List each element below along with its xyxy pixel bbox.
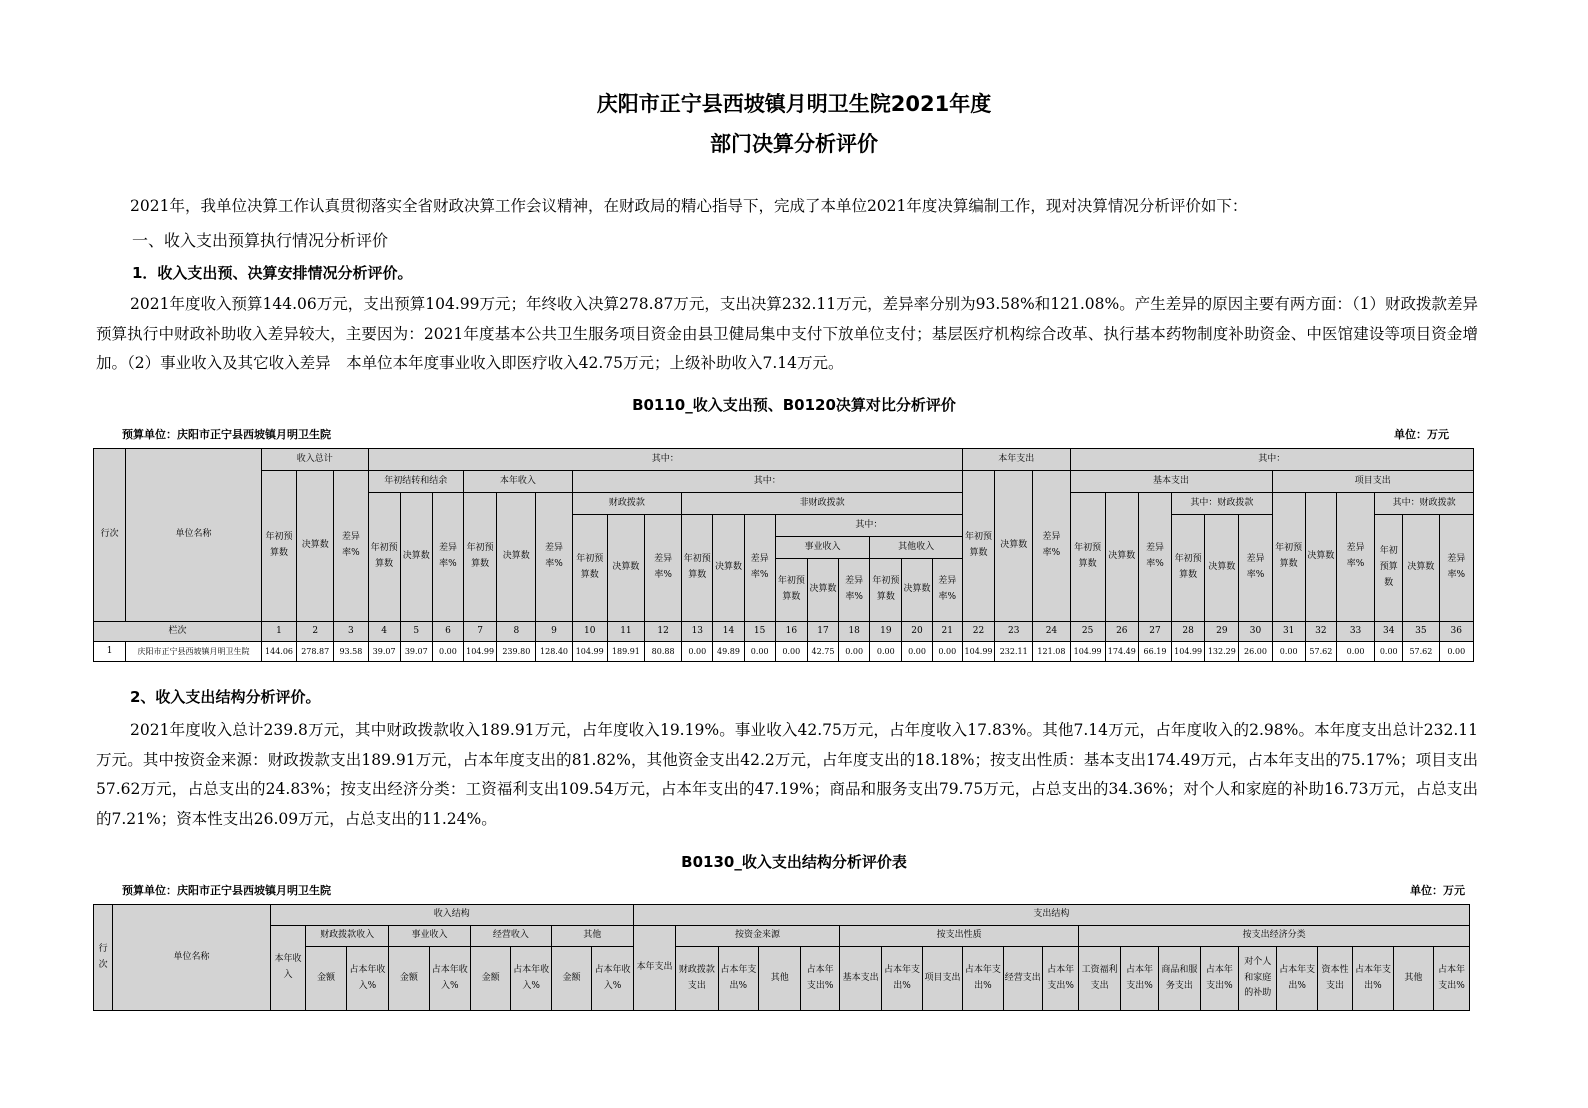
- h-budget: 年初预算数: [261, 471, 296, 622]
- t2-header-row-no: 行次: [94, 905, 113, 1011]
- t2-h-project-expense: 项目支出: [922, 947, 962, 1011]
- col-number: 35: [1403, 622, 1439, 642]
- h-diff: 差异率%: [1138, 493, 1171, 622]
- h-budget: 年初预算数: [464, 493, 497, 622]
- h-budget: 年初预算数: [1172, 515, 1205, 622]
- col-number: 24: [1033, 622, 1070, 642]
- col-number: 6: [432, 622, 463, 642]
- h-diff: 差异率%: [334, 471, 368, 622]
- col-number: 12: [645, 622, 682, 642]
- row-number: 1: [94, 642, 126, 662]
- t2-h-pct-expense: 占本年支出%: [963, 947, 1003, 1011]
- subheading-1: 1．收入支出预、决算安排情况分析评价。: [132, 264, 413, 282]
- h-budget: 年初预算数: [775, 559, 807, 622]
- t2-h-year-income: 本年收入: [270, 926, 305, 1011]
- row-value: 42.75: [807, 642, 838, 662]
- h-diff: 差异率%: [1439, 515, 1474, 622]
- col-number: 8: [497, 622, 536, 642]
- row-value: 0.00: [432, 642, 463, 662]
- col-number: 25: [1070, 622, 1105, 642]
- col-number: 13: [682, 622, 713, 642]
- t2-header-expense-structure: 支出结构: [633, 905, 1469, 926]
- h-final: 决算数: [713, 515, 744, 622]
- header-unit-name: 单位名称: [126, 449, 262, 622]
- col-number: 17: [807, 622, 838, 642]
- t2-header-unit-name: 单位名称: [113, 905, 271, 1011]
- row-value: 128.40: [536, 642, 572, 662]
- col-number: 9: [536, 622, 572, 642]
- h-final: 决算数: [497, 493, 536, 622]
- header-year-expense: 本年支出: [962, 449, 1070, 471]
- table2-unit-left: 预算单位：庆阳市正宁县西坡镇月明卫生院: [122, 884, 331, 897]
- header-non-fiscal: 非财政拨款: [682, 493, 963, 515]
- h-budget: 年初预算数: [1272, 493, 1305, 622]
- table2-caption: B0130_收入支出结构分析评价表: [681, 853, 907, 871]
- t2-h-business-income: 事业收入: [389, 926, 471, 947]
- col-number: 34: [1375, 622, 1403, 642]
- header-expense-of-which: 其中：: [1070, 449, 1473, 471]
- col-number: 32: [1305, 622, 1336, 642]
- h-budget: 年初预算数: [1070, 493, 1105, 622]
- t2-h-other-economic: 其他: [1393, 947, 1433, 1011]
- t2-h-pct-expense: 占本年支出%: [1353, 947, 1393, 1011]
- col-number: 33: [1336, 622, 1374, 642]
- row-value: 80.88: [645, 642, 682, 662]
- t2-h-by-nature: 按支出性质: [839, 926, 1078, 947]
- row-value: 0.00: [775, 642, 807, 662]
- row-value: 144.06: [261, 642, 296, 662]
- t2-h-pct-expense: 占本年支出%: [1277, 947, 1317, 1011]
- h-budget: 年初预算数: [1375, 515, 1403, 622]
- row-value: 174.49: [1105, 642, 1138, 662]
- row-value: 0.00: [902, 642, 932, 662]
- t2-h-other-expense: 其他: [759, 947, 801, 1011]
- row-value: 49.89: [713, 642, 744, 662]
- h-diff: 差异率%: [932, 559, 962, 622]
- col-number: 26: [1105, 622, 1138, 642]
- col-number: 22: [962, 622, 994, 642]
- col-number: 29: [1205, 622, 1239, 642]
- row-value: 104.99: [1070, 642, 1105, 662]
- t2-h-fiscal-income: 财政拨款收入: [306, 926, 389, 947]
- t2-h-pct-expense: 占本年支出%: [882, 947, 922, 1011]
- row-unit-name: 庆阳市正宁县西坡镇月明卫生院: [126, 642, 262, 662]
- t2-h-basic-expense: 基本支出: [839, 947, 881, 1011]
- row-value: 104.99: [1172, 642, 1205, 662]
- row-value: 0.00: [1272, 642, 1305, 662]
- t2-h-amount: 金额: [551, 947, 591, 1011]
- t2-h-pct-expense: 占本年支出%: [1434, 947, 1470, 1011]
- row-value: 0.00: [1336, 642, 1374, 662]
- t2-h-pct-expense: 占本年支出%: [718, 947, 758, 1011]
- t2-h-personal-family: 对个人和家庭的补助: [1239, 947, 1277, 1011]
- t2-h-pct-income: 占本年收入%: [592, 947, 634, 1011]
- row-value: 232.11: [995, 642, 1033, 662]
- col-number: 3: [334, 622, 368, 642]
- t2-h-by-economic: 按支出经济分类: [1079, 926, 1470, 947]
- col-number: 23: [995, 622, 1033, 642]
- col-number: 36: [1439, 622, 1474, 642]
- row-value: 104.99: [962, 642, 994, 662]
- t2-h-amount: 金额: [306, 947, 346, 1011]
- col-number: 15: [744, 622, 775, 642]
- h-budget: 年初预算数: [682, 515, 713, 622]
- intro-paragraph: 2021年，我单位决算工作认真贯彻落实全省财政决算工作会议精神，在财政局的精心指导下，完成了本单位2021年度决算编制工作，现对决算情况分析评价如下：: [130, 197, 1248, 215]
- h-final: 决算数: [995, 471, 1033, 622]
- col-number: 2: [297, 622, 334, 642]
- col-number: 11: [607, 622, 644, 642]
- h-budget: 年初预算数: [870, 559, 902, 622]
- row-value: 104.99: [464, 642, 497, 662]
- col-number: 31: [1272, 622, 1305, 642]
- header-income-total: 收入总计: [261, 449, 368, 471]
- subheading-2: 2、收入支出结构分析评价。: [130, 688, 321, 706]
- t2-h-pct-income: 占本年收入%: [429, 947, 470, 1011]
- row-value: 39.07: [400, 642, 432, 662]
- col-row-label: 栏次: [94, 622, 262, 642]
- col-number: 30: [1239, 622, 1272, 642]
- header-non-fiscal-of-which: 其中：: [775, 515, 962, 537]
- header-project-of-fiscal: 其中：财政拨款: [1375, 493, 1474, 515]
- header-year-income: 本年收入: [464, 471, 573, 493]
- col-number: 4: [368, 622, 400, 642]
- col-number: 7: [464, 622, 497, 642]
- row-value: 0.00: [932, 642, 962, 662]
- t2-h-operating-income: 经营收入: [470, 926, 551, 947]
- t2-h-pct-expense: 占本年支出%: [801, 947, 839, 1011]
- h-final: 决算数: [1403, 515, 1439, 622]
- section-heading-1: 一、收入支出预算执行情况分析评价: [132, 231, 389, 250]
- paragraph-2: 2021年度收入总计239.8万元，其中财政拨款收入189.91万元，占年度收入19.19%。事业收入42.75万元，占年度收入17.83%。其他7.14万元，占年度收入的2.98%。本年度支出总计232.11万元。其中按资金来源：财政拨款支出189.91万元，占本年度支出的81.82%，其他资金支出42.2万元，占年度支出的18.18%；按支出性质：基本支出174.49万元，占本年支出的75.17%；项目支出57.62万元，占总支出的24.83%；按支出经济分类：工资福利支出109.54万元，占本年支出的47.19%；商品和服务支出79.75万元，占总支出的34.36%；对个人和家庭的补助16.73万元，占总支出的7.21%；资本性支出26.09万元，占总支出的11.24%。: [96, 721, 1478, 828]
- t2-h-by-source: 按资金来源: [676, 926, 840, 947]
- header-other-income: 其他收入: [870, 537, 963, 559]
- table1-caption: B0110_收入支出预、B0120决算对比分析评价: [632, 396, 956, 414]
- h-final: 决算数: [607, 515, 644, 622]
- col-number: 19: [870, 622, 902, 642]
- row-value: 0.00: [744, 642, 775, 662]
- col-number: 18: [839, 622, 870, 642]
- header-row-no: 行次: [94, 449, 126, 622]
- h-diff: 差异率%: [839, 559, 870, 622]
- t2-h-salary: 工资福利支出: [1079, 947, 1120, 1011]
- col-number: 20: [902, 622, 932, 642]
- h-final: 决算数: [1205, 515, 1239, 622]
- t2-h-amount: 金额: [470, 947, 510, 1011]
- t2-header-income-structure: 收入结构: [270, 905, 633, 926]
- col-number: 5: [400, 622, 432, 642]
- h-diff: 差异率%: [432, 493, 463, 622]
- row-value: 132.29: [1205, 642, 1239, 662]
- h-budget: 年初预算数: [962, 471, 994, 622]
- t2-h-pct-expense: 占本年支出%: [1042, 947, 1078, 1011]
- t2-h-pct-income: 占本年收入%: [511, 947, 551, 1011]
- col-number: 28: [1172, 622, 1205, 642]
- t2-h-pct-income: 占本年收入%: [346, 947, 388, 1011]
- table2-unit-right: 单位：万元: [1410, 884, 1465, 897]
- h-final: 决算数: [1105, 493, 1138, 622]
- header-fiscal: 财政拨款: [572, 493, 682, 515]
- h-final: 决算数: [400, 493, 432, 622]
- header-basic-expense: 基本支出: [1070, 471, 1272, 493]
- table1-unit-right: 单位：万元: [1394, 428, 1449, 441]
- h-diff: 差异率%: [645, 515, 682, 622]
- t2-h-goods-services: 商品和服务支出: [1159, 947, 1200, 1011]
- row-value: 39.07: [368, 642, 400, 662]
- table-row: [94, 642, 1474, 662]
- t2-h-pct-expense: 占本年支出%: [1200, 947, 1238, 1011]
- row-value: 189.91: [607, 642, 644, 662]
- row-value: 0.00: [839, 642, 870, 662]
- t2-h-amount: 金额: [389, 947, 429, 1011]
- h-diff: 差异率%: [1033, 471, 1070, 622]
- row-value: 66.19: [1138, 642, 1171, 662]
- row-value: 93.58: [334, 642, 368, 662]
- header-project-expense: 项目支出: [1272, 471, 1473, 493]
- row-value: 239.80: [497, 642, 536, 662]
- paragraph-1: 2021年度收入预算144.06万元，支出预算104.99万元；年终收入决算278.87万元，支出决算232.11万元，差异率分别为93.58%和121.08%。产生差异的原因主要有两方面：（1）财政拨款差异 预算执行中财政补助收入差异较大，主要因为：2021年度基本公共卫生服务项目资金由县卫健局集中支付下放单位支付；基层医疗机构综合改革、执行基本药物制度补助资金、中医馆建设等项目资金增加。（2）事业收入及其它收入差异 本单位本年度事业收入即医疗收入42.75万元；上级补助收入7.14万元。: [96, 295, 1494, 372]
- t2-h-capital: 资本性支出: [1317, 947, 1352, 1011]
- col-number: 14: [713, 622, 744, 642]
- row-value: 0.00: [682, 642, 713, 662]
- h-budget: 年初预算数: [368, 493, 400, 622]
- h-final: 决算数: [297, 471, 334, 622]
- t2-h-pct-expense: 占本年支出%: [1120, 947, 1158, 1011]
- row-value: 0.00: [1375, 642, 1403, 662]
- h-diff: 差异率%: [744, 515, 775, 622]
- row-value: 57.62: [1403, 642, 1439, 662]
- col-number: 16: [775, 622, 807, 642]
- h-diff: 差异率%: [1336, 493, 1374, 622]
- doc-title-line1: 庆阳市正宁县西坡镇月明卫生院2021年度: [596, 92, 992, 116]
- h-budget: 年初预算数: [572, 515, 607, 622]
- col-number: 21: [932, 622, 962, 642]
- header-basic-of-fiscal: 其中：财政拨款: [1172, 493, 1273, 515]
- col-number: 27: [1138, 622, 1171, 642]
- row-value: 57.62: [1305, 642, 1336, 662]
- doc-title-line2: 部门决算分析评价: [710, 132, 878, 156]
- t2-h-operating-expense: 经营支出: [1003, 947, 1042, 1011]
- header-carryover: 年初结转和结余: [368, 471, 464, 493]
- row-value: 26.00: [1239, 642, 1272, 662]
- row-value: 121.08: [1033, 642, 1070, 662]
- row-value: 0.00: [1439, 642, 1474, 662]
- header-income-of-which: 其中：: [368, 449, 962, 471]
- h-final: 决算数: [1305, 493, 1336, 622]
- t2-h-other: 其他: [551, 926, 633, 947]
- col-number: 10: [572, 622, 607, 642]
- table-b0110: [93, 448, 1474, 662]
- h-final: 决算数: [807, 559, 838, 622]
- header-business-income: 事业收入: [775, 537, 870, 559]
- h-diff: 差异率%: [536, 493, 572, 622]
- t2-h-year-expense: 本年支出: [633, 926, 675, 1011]
- row-value: 104.99: [572, 642, 607, 662]
- row-value: 278.87: [297, 642, 334, 662]
- table1-unit-left: 预算单位：庆阳市正宁县西坡镇月明卫生院: [122, 428, 331, 441]
- row-value: 0.00: [870, 642, 902, 662]
- col-number: 1: [261, 622, 296, 642]
- h-final: 决算数: [902, 559, 932, 622]
- t2-h-fiscal-expense: 财政拨款支出: [676, 947, 718, 1011]
- column-number-row: [94, 622, 1474, 642]
- h-diff: 差异率%: [1239, 515, 1272, 622]
- header-year-income-of-which: 其中：: [572, 471, 962, 493]
- table-b0130: [93, 904, 1470, 1011]
